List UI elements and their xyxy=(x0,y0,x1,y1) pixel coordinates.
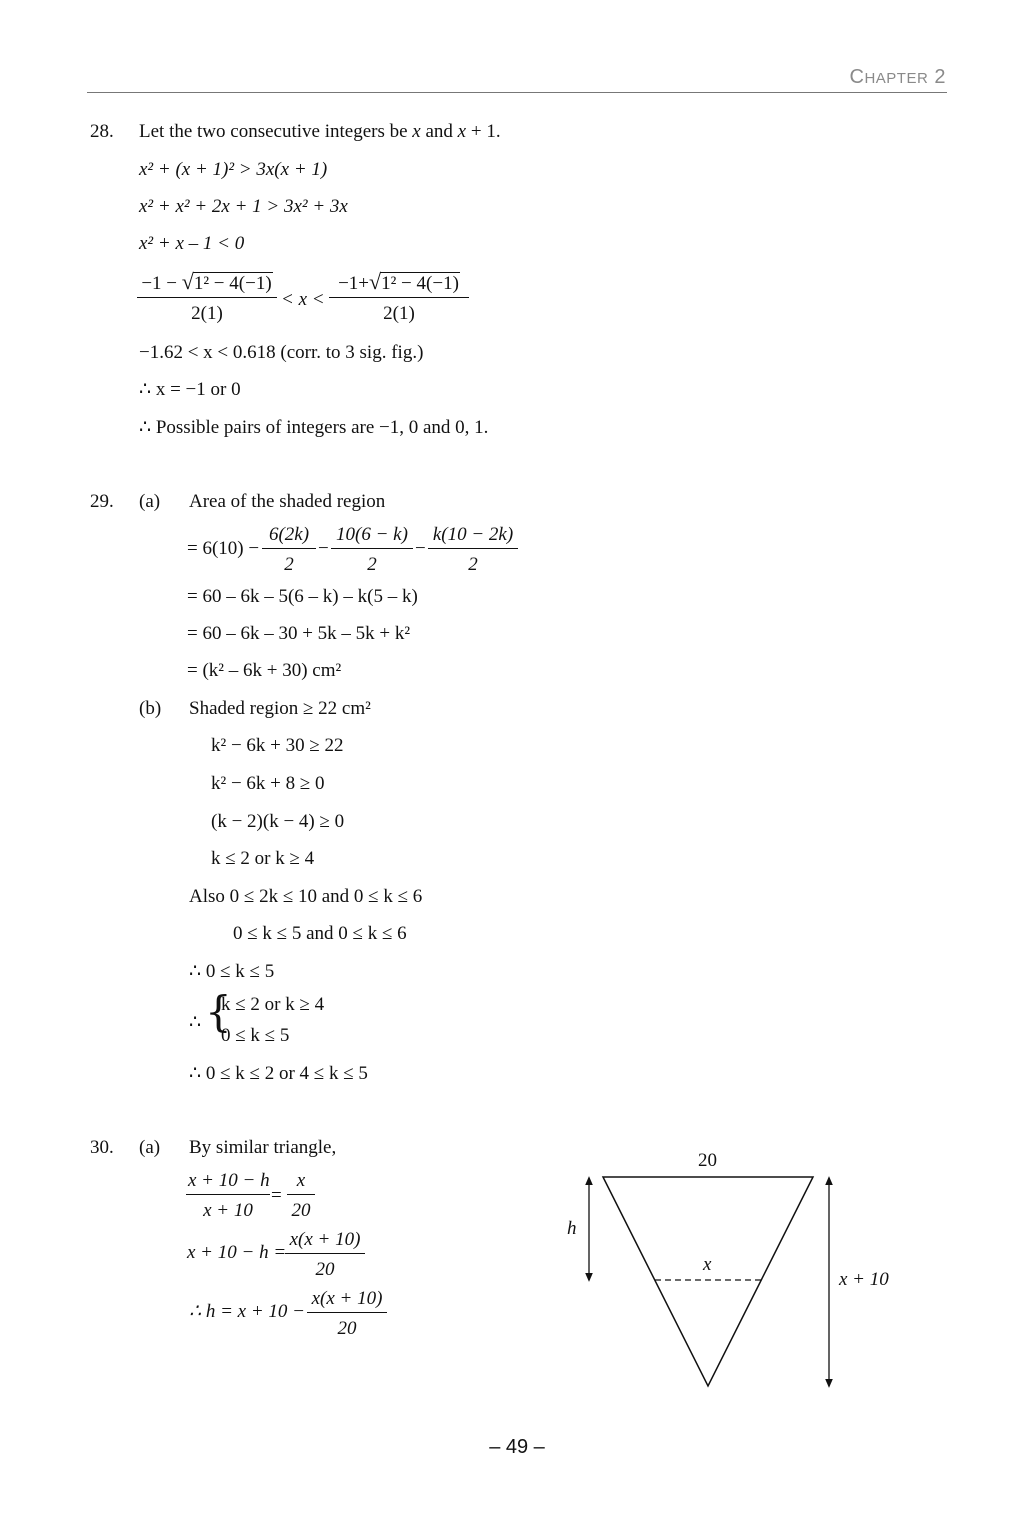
minus-sign: − xyxy=(318,538,329,559)
height-label: x + 10 xyxy=(839,1269,889,1290)
part-label-b: (b) xyxy=(139,698,162,719)
q30-fraction-3: $\frac{x(x + 10)}{20}$ xyxy=(285,1230,365,1279)
q30-a-title: By similar triangle, xyxy=(189,1137,337,1158)
q29-b-line-2: k² − 6k + 8 ≥ 0 xyxy=(211,773,325,794)
q29-b-line-1: k² − 6k + 30 ≥ 22 xyxy=(211,735,344,756)
q30-fraction-4: $\frac{x(x + 10)}{20}$ xyxy=(307,1289,387,1338)
q28-line-7: ∴ Possible pairs of integers are −1, 0 and 0, 1. xyxy=(139,417,489,438)
q28-intro: Let the two consecutive integers be x and x + 1. xyxy=(139,121,501,142)
q28-fraction-right: $\frac{\text{−1+√1² − 4(−1)}}{2(1)}$ xyxy=(329,271,469,323)
q28-line-5: −1.62 < x < 0.618 (corr. to 3 sig. fig.) xyxy=(139,342,424,363)
h-label: h xyxy=(567,1218,577,1239)
q29-a-line-4: = (k² – 6k + 30) cm² xyxy=(187,660,342,681)
question-number: 30. xyxy=(90,1137,114,1158)
q29-b-line-7: ∴ 0 ≤ k ≤ 5 xyxy=(189,961,275,982)
q30-fraction-2: $\frac{x}{20}$ xyxy=(287,1171,315,1220)
top-width-label: 20 xyxy=(698,1150,717,1171)
q29-a-line-2: = 60 – 6k – 5(6 – k) – k(5 – k) xyxy=(187,586,418,607)
q29-b-line-4: k ≤ 2 or k ≥ 4 xyxy=(211,848,315,869)
q29-fraction-3: $\frac{k(10 - 2k)}{2}$ xyxy=(428,525,518,574)
q29-a-line-3: = 60 – 6k – 30 + 5k – 5k + k² xyxy=(187,623,411,644)
part-label-a: (a) xyxy=(139,491,161,512)
q28-line-6: ∴ x = −1 or 0 xyxy=(139,379,241,400)
q29-b-line-5: Also 0 ≤ 2k ≤ 10 and 0 ≤ k ≤ 6 xyxy=(189,886,423,907)
header-rule xyxy=(87,92,947,93)
equals-sign: = xyxy=(271,1185,282,1206)
therefore-symbol: ∴ xyxy=(189,1012,202,1033)
q29-fraction-2: $\frac{10(6 - k)}{2}$ xyxy=(331,525,413,574)
q30-fraction-1: $\frac{x + 10 - h}{x + 10}$ xyxy=(188,1170,270,1221)
chapter-header: CHAPTER 2 xyxy=(849,66,946,88)
q29-b-title: Shaded region ≥ 22 cm² xyxy=(189,698,371,719)
question-number: 29. xyxy=(90,491,114,512)
q30-line-2-start: x + 10 − h = xyxy=(187,1242,287,1263)
q30-line-3-start: ∴ h = x + 10 − xyxy=(189,1301,305,1322)
q29-b-line-8: ∴ 0 ≤ k ≤ 2 or 4 ≤ k ≤ 5 xyxy=(189,1063,368,1084)
q29-a-line-1-start: = 6(10) − xyxy=(187,538,260,559)
q28-inequality-middle: < x < xyxy=(281,289,325,310)
q29-b-line-6: 0 ≤ k ≤ 5 and 0 ≤ k ≤ 6 xyxy=(233,923,407,944)
x-label: x xyxy=(703,1254,712,1275)
q28-line-3: x² + x – 1 < 0 xyxy=(139,233,245,254)
part-label-a: (a) xyxy=(139,1137,161,1158)
page-number: – 49 – xyxy=(489,1436,545,1458)
q29-system-line-2: 0 ≤ k ≤ 5 xyxy=(221,1025,290,1046)
left-brace: { xyxy=(205,987,232,1036)
question-number: 28. xyxy=(90,121,114,142)
q29-a-title: Area of the shaded region xyxy=(189,491,386,512)
q28-fraction-left: $\frac{\text{−1 − √1² − 4(−1)}}{2(1)}$ xyxy=(137,271,277,323)
q28-line-2: x² + x² + 2x + 1 > 3x² + 3x xyxy=(139,196,348,217)
q28-line-1: x² + (x + 1)² > 3x(x + 1) xyxy=(139,159,328,180)
inverted-triangle xyxy=(603,1177,813,1386)
q29-b-line-3: (k − 2)(k − 4) ≥ 0 xyxy=(211,811,345,832)
similar-triangle-diagram xyxy=(560,1140,920,1400)
minus-sign: − xyxy=(415,538,426,559)
q29-system-line-1: k ≤ 2 or k ≥ 4 xyxy=(221,994,325,1015)
q29-fraction-1: $\frac{6(2k)}{2}$ xyxy=(262,525,316,574)
